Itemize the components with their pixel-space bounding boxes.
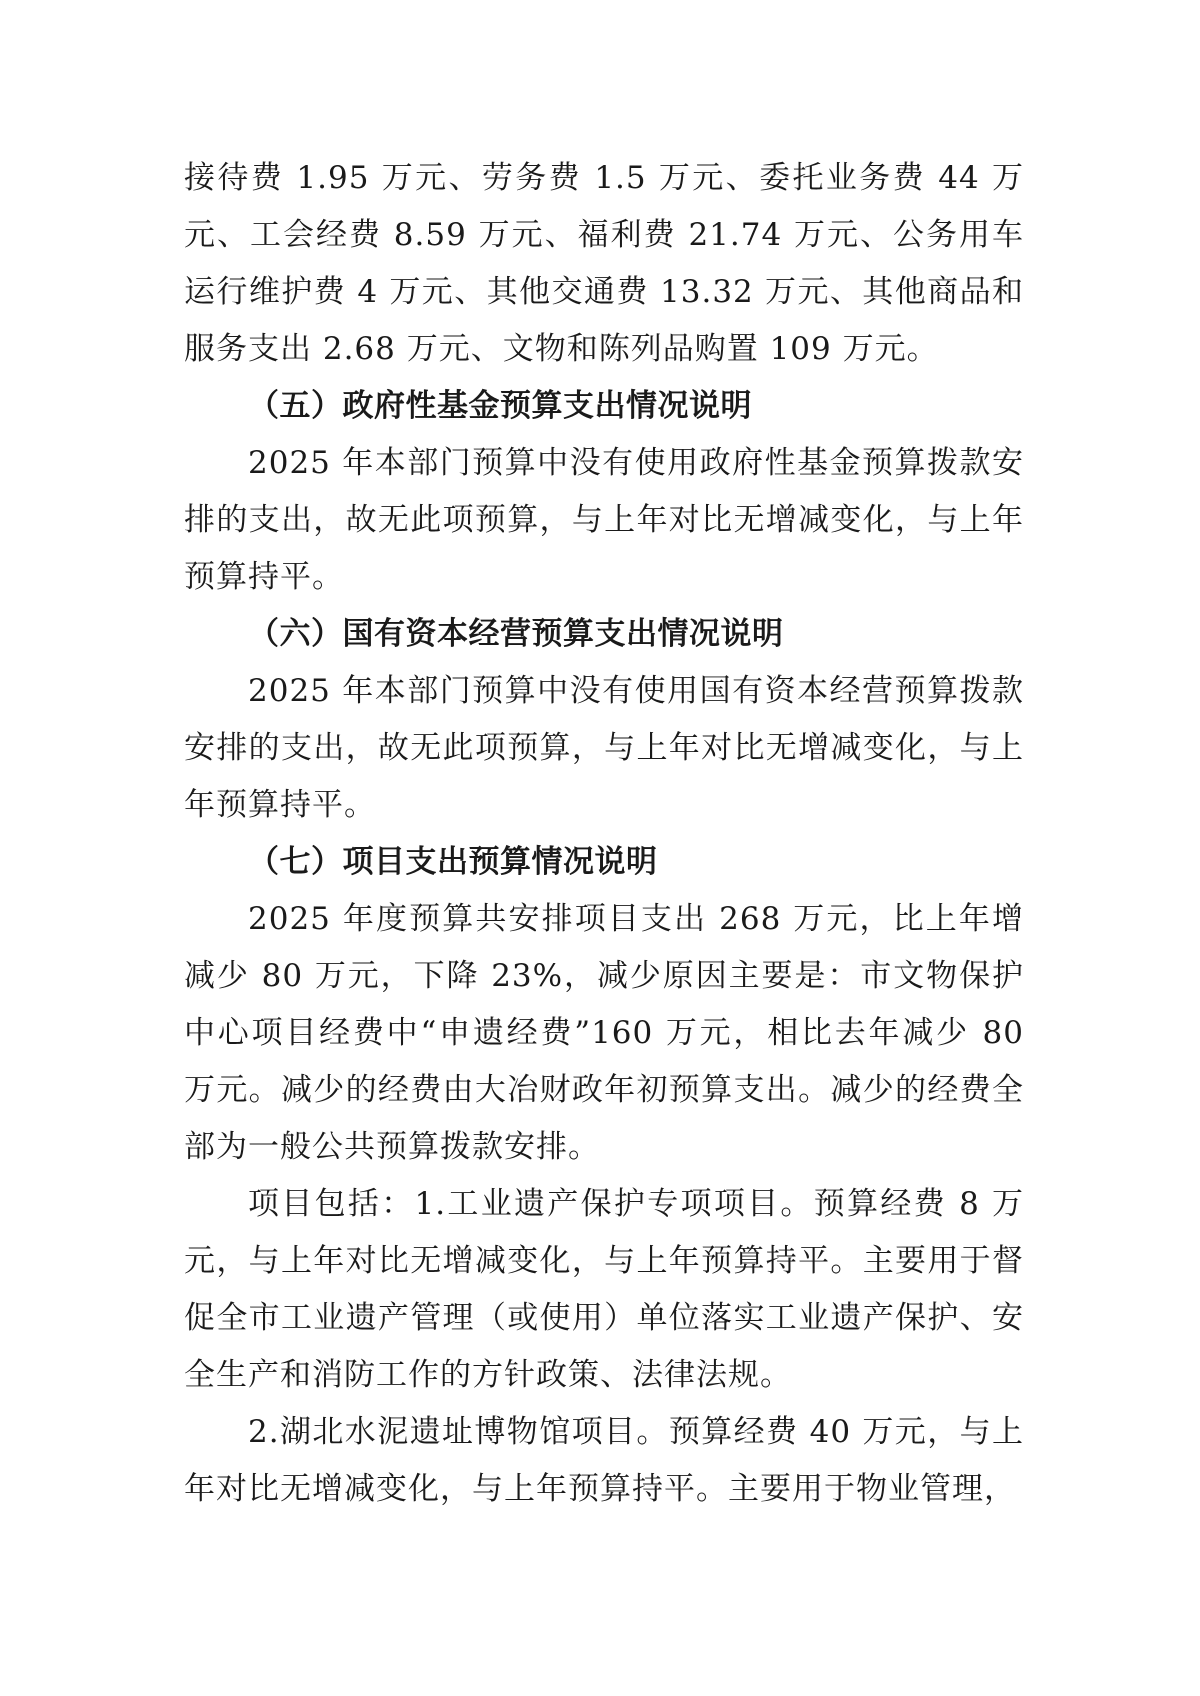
section-heading-5: （五）政府性基金预算支出情况说明: [248, 388, 752, 424]
document-body: [184, 150, 1024, 1518]
paragraph-expense-list: 接待费 1.95 万元、劳务费 1.5 万元、委托业务费 44 万元、工会经费 8.59 万元、福利费 21.74 万元、公务用车运行维护费 4 万元、其他交通费 13.32 万元、其他商品和服务支出 2.68 万元、文物和陈列品购置 109 万元。: [184, 160, 1024, 367]
paragraph-state-capital: 2025 年本部门预算中没有使用国有资本经营预算拨款安排的支出，故无此项预算，与上年对比无增减变化，与上年预算持平。: [184, 673, 1024, 823]
section-heading-6: （六）国有资本经营预算支出情况说明: [248, 616, 784, 652]
section-heading-7: （七）项目支出预算情况说明: [248, 844, 658, 880]
paragraph-project-expenditure: 2025 年度预算共安排项目支出 268 万元，比上年增减少 80 万元，下降 23%，减少原因主要是：市文物保护中心项目经费中“申遗经费”160 万元，相比去年减少 80 万元。减少的经费由大冶财政年初预算支出。减少的经费全部为一般公共预算拨款安排。: [184, 901, 1024, 1165]
paragraph-government-fund: 2025 年本部门预算中没有使用政府性基金预算拨款安排的支出，故无此项预算，与上年对比无增减变化，与上年预算持平。: [184, 445, 1024, 595]
paragraph-project-item-2: 2.湖北水泥遗址博物馆项目。预算经费 40 万元，与上年对比无增减变化，与上年预算持平。主要用于物业管理，: [184, 1414, 1024, 1507]
paragraph-project-item-1: 项目包括：1.工业遗产保护专项项目。预算经费 8 万元，与上年对比无增减变化，与上年预算持平。主要用于督促全市工业遗产管理（或使用）单位落实工业遗产保护、安全生产和消防工作的方针政策、法律法规。: [184, 1186, 1024, 1393]
